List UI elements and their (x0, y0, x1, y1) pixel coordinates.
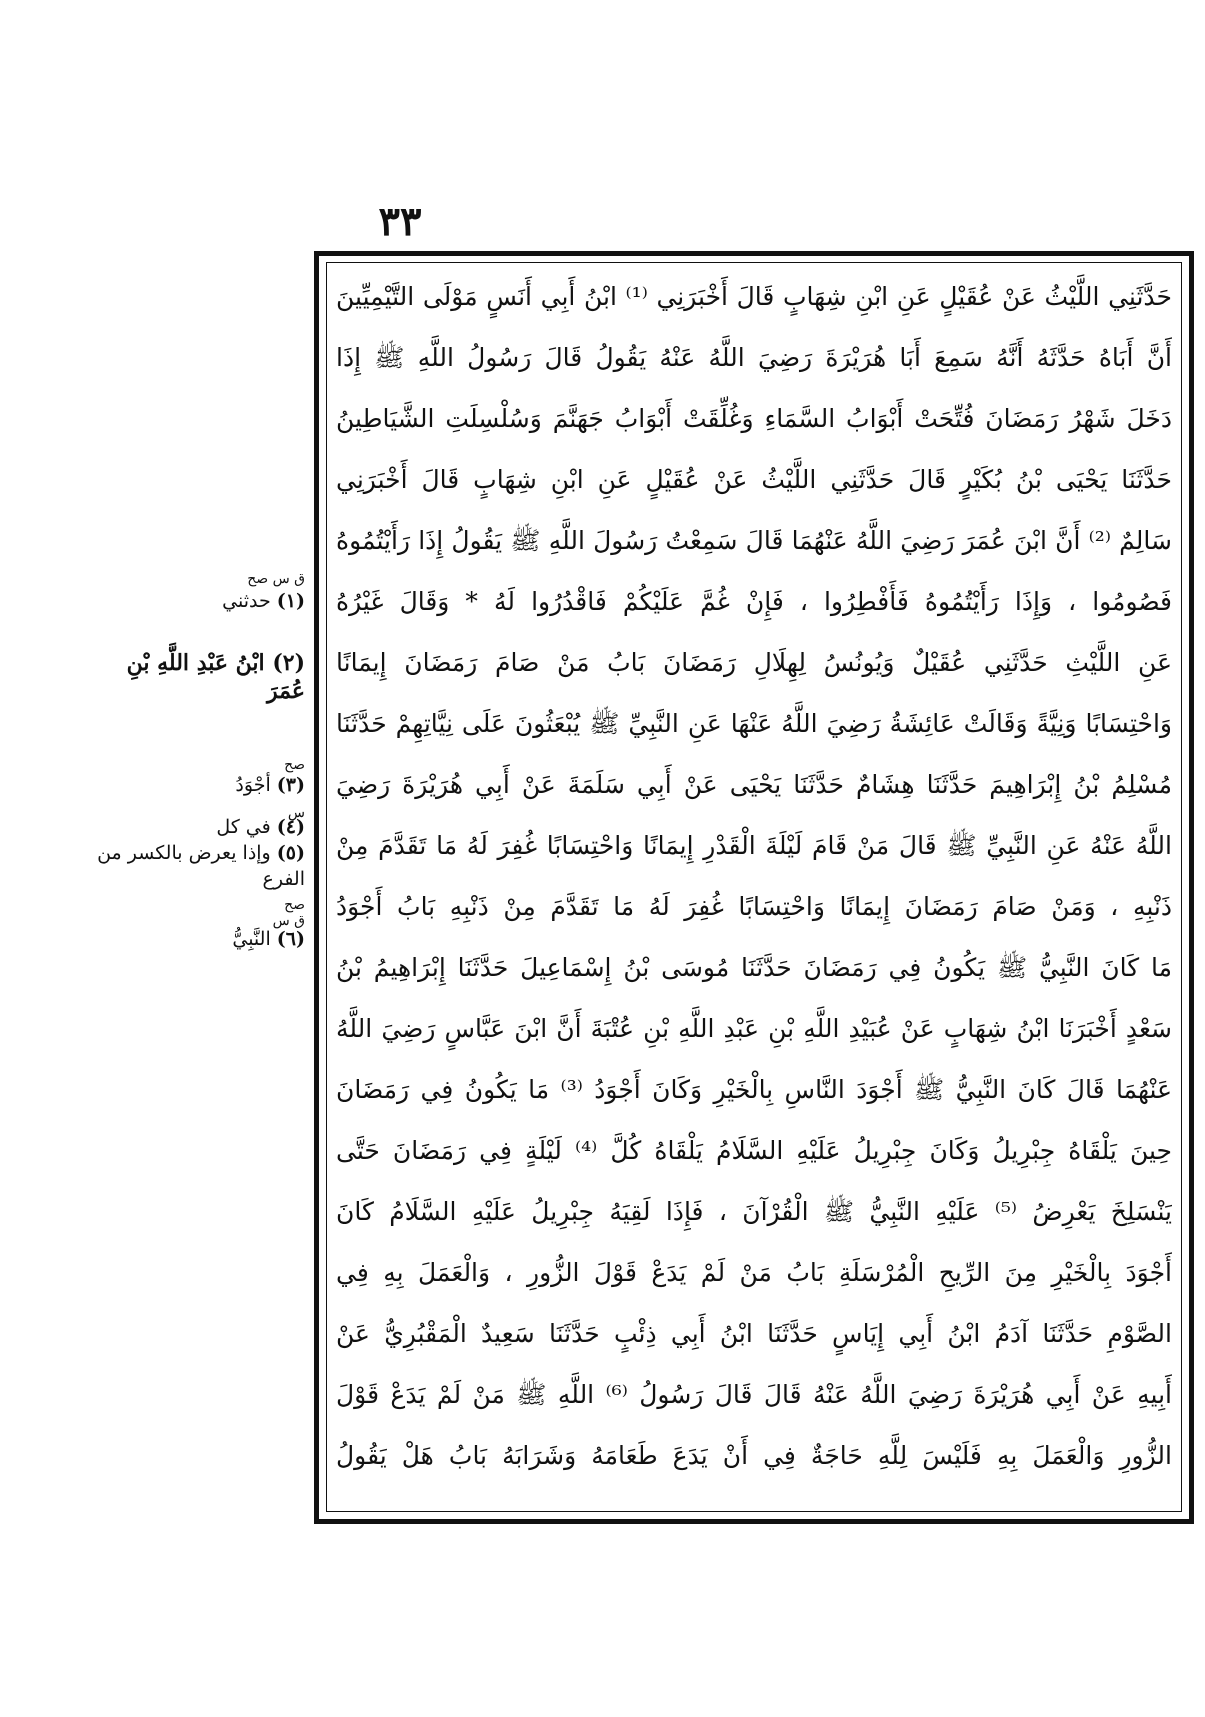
main-text-block (336, 272, 1172, 1504)
text-line-4: حَدَّثَنَا يَحْيَى بْنُ بُكَيْرٍ قَالَ حَدَّثَنِي اللَّيْثُ عَنْ عُقَيْلٍ عَنِ ابْنِ شِهَابٍ قَالَ أَخْبَرَنِي (336, 465, 1172, 494)
text-line-13: سَعْدٍ أَخْبَرَنَا ابْنُ شِهَابٍ عَنْ عُبَيْدِ اللَّهِ بْنِ عَبْدِ اللَّهِ بْنِ عُتْبَةَ أَنَّ ابْنَ عَبَّاسٍ رَضِيَ اللَّهُ (336, 1014, 1172, 1043)
text-line-2: أَنَّ أَبَاهُ حَدَّثَهُ أَنَّهُ سَمِعَ أَبَا هُرَيْرَةَ رَضِيَ اللَّهُ عَنْهُ يَقُولُ قَالَ رَسُولُ اللَّهِ ﷺ إِذَا (336, 343, 1172, 372)
margin-note-5-cont: الفرع (262, 868, 305, 890)
text-line-11: ذَنْبِهِ ، وَمَنْ صَامَ رَمَضَانَ إِيمَانًا وَاحْتِسَابًا غُفِرَ لَهُ مَا تَقَدَّمَ مِنْ ذَنْبِهِ بَابُ أَجْوَدُ (336, 892, 1172, 921)
text-line-7: عَنِ اللَّيْثِ حَدَّثَنِي عُقَيْلٌ وَيُونُسُ لِهِلَالِ رَمَضَانَ بَابُ مَنْ صَامَ رَمَضَانَ إِيمَانًا (336, 648, 1172, 677)
margin-mark: ق س صح (247, 571, 305, 587)
text-line-9: مُسْلِمُ بْنُ إِبْرَاهِيمَ حَدَّثَنَا هِشَامٌ حَدَّثَنَا يَحْيَى عَنْ أَبِي سَلَمَةَ عَنْ أَبِي هُرَيْرَةَ رَضِيَ (336, 770, 1172, 799)
margin-note-3: (٣) أجْوَدُ (235, 774, 305, 796)
text-line-19: أَبِيهِ عَنْ أَبِي هُرَيْرَةَ رَضِيَ اللَّهُ عَنْهُ قَالَ قَالَ رَسُولُ ⁽⁶⁾ اللَّهِ ﷺ مَنْ لَمْ يَدَعْ قَوْلَ (336, 1380, 1172, 1409)
text-line-15: حِينَ يَلْقَاهُ جِبْرِيلُ وَكَانَ جِبْرِيلُ عَلَيْهِ السَّلَامُ يَلْقَاهُ كُلَّ ⁽⁴⁾ لَيْلَةٍ فِي رَمَضَانَ حَتَّى (336, 1136, 1172, 1165)
page-number: ٣٣ (378, 198, 422, 245)
text-line-20: الزُّورِ وَالْعَمَلَ بِهِ فَلَيْسَ لِلَّهِ حَاجَةٌ فِي أَنْ يَدَعَ طَعَامَهُ وَشَرَابَهُ بَابُ هَلْ يَقُولُ (336, 1441, 1172, 1470)
margin-mark: صح (284, 757, 305, 773)
text-line-6: فَصُومُوا ، وَإِذَا رَأَيْتُمُوهُ فَأَفْطِرُوا ، فَإِنْ غُمَّ عَلَيْكُمْ فَاقْدُرُوا لَهُ * وَقَالَ غَيْرُهُ (336, 587, 1172, 616)
text-line-5: سَالِمٌ ⁽²⁾ أَنَّ ابْنَ عُمَرَ رَضِيَ اللَّهُ عَنْهُمَا قَالَ سَمِعْتُ رَسُولَ اللَّهِ ﷺ يَقُولُ إِذَا رَأَيْتُمُوهُ (336, 526, 1172, 555)
margin-note-1: (١) حدثني (222, 590, 305, 612)
margin-mark: صح (284, 897, 305, 913)
margin-note-5: (٥) وإذا يعرض بالكسر من (97, 842, 305, 864)
margin-note-2: (٢) ابْنُ عَبْدِ اللَّهِ بْنِ (126, 650, 305, 676)
text-line-10: اللَّهُ عَنْهُ عَنِ النَّبِيِّ ﷺ قَالَ مَنْ قَامَ لَيْلَةَ الْقَدْرِ إِيمَانًا وَاحْتِسَابًا غُفِرَ لَهُ مَا تَقَدَّمَ مِنْ (336, 831, 1172, 860)
text-line-8: وَاحْتِسَابًا وَنِيَّةً وَقَالَتْ عَائِشَةُ رَضِيَ اللَّهُ عَنْهَا عَنِ النَّبِيِّ ﷺ يُبْعَثُونَ عَلَى نِيَّاتِهِمْ حَدَّثَنَا (336, 709, 1172, 738)
text-line-18: الصَّوْمِ حَدَّثَنَا آدَمُ ابْنُ أَبِي إِيَاسٍ حَدَّثَنَا ابْنُ أَبِي ذِئْبٍ حَدَّثَنَا سَعِيدٌ الْمَقْبُرِيُّ عَنْ (336, 1319, 1172, 1348)
margin-mark: ق س (272, 913, 305, 929)
text-line-16: يَنْسَلِخَ يَعْرِضُ ⁽⁵⁾ عَلَيْهِ النَّبِيُّ ﷺ الْقُرْآنَ ، فَإِذَا لَقِيَهُ جِبْرِيلُ عَلَيْهِ السَّلَامُ كَانَ (336, 1197, 1172, 1226)
margin-note-2-cont: عُمَرَ (267, 678, 305, 704)
text-line-12: مَا كَانَ النَّبِيُّ ﷺ يَكُونُ فِي رَمَضَانَ حَدَّثَنَا مُوسَى بْنُ إِسْمَاعِيلَ حَدَّثَنَا إِبْرَاهِيمُ بْنُ (336, 953, 1172, 982)
text-line-1: حَدَّثَنِي اللَّيْثُ عَنْ عُقَيْلٍ عَنِ ابْنِ شِهَابٍ قَالَ أَخْبَرَنِي ⁽¹⁾ ابْنُ أَبِي أَنَسٍ مَوْلَى التَّيْمِيِّينَ (336, 282, 1172, 311)
text-line-3: دَخَلَ شَهْرُ رَمَضَانَ فُتِّحَتْ أَبْوَابُ السَّمَاءِ وَغُلِّقَتْ أَبْوَابُ جَهَنَّمَ وَسُلْسِلَتِ الشَّيَاطِينُ (336, 404, 1172, 433)
margin-mark: س (287, 805, 305, 821)
text-line-17: أَجْوَدَ بِالْخَيْرِ مِنَ الرِّيحِ الْمُرْسَلَةِ بَابُ مَنْ لَمْ يَدَعْ قَوْلَ الزُّورِ ، وَالْعَمَلَ بِهِ فِي (336, 1258, 1172, 1287)
margin-note-6: (٦) النَّبِيُّ (232, 928, 305, 950)
margin-note-4: (٤) في كل (216, 816, 305, 838)
text-line-14: عَنْهُمَا قَالَ كَانَ النَّبِيُّ ﷺ أَجْوَدَ النَّاسِ بِالْخَيْرِ وَكَانَ أَجْوَدُ ⁽³⁾ مَا يَكُونُ فِي رَمَضَانَ (336, 1075, 1172, 1104)
